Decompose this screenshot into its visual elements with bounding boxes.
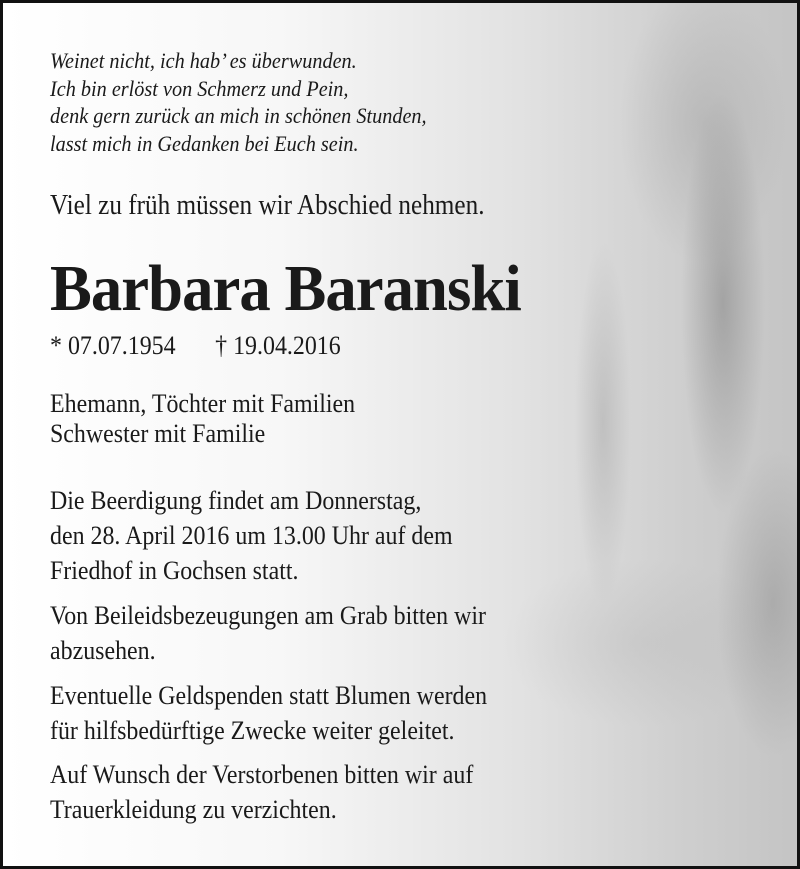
life-dates <box>50 331 341 361</box>
mourners <box>50 389 355 449</box>
funeral-info <box>50 483 453 588</box>
birth-date: * 07.07.1954 <box>50 331 176 360</box>
poem-line: Weinet nicht, ich hab’ es überwunden. <box>50 48 357 73</box>
poem-line: denk gern zurück an mich in schönen Stunden, <box>50 103 427 128</box>
deceased-name: Barbara Baranski <box>50 252 521 325</box>
poem <box>50 47 427 157</box>
paragraph-line: Trauerkleidung zu verzichten. <box>50 795 337 824</box>
paragraph-line: Von Beileidsbezeugungen am Grab bitten wir <box>50 601 486 630</box>
mourners-line: Ehemann, Töchter mit Familien <box>50 389 356 418</box>
lead-text: Viel zu früh müssen wir Abschied nehmen. <box>50 190 485 221</box>
poem-line: lasst mich in Gedanken bei Euch sein. <box>50 130 359 156</box>
condolence-note <box>50 598 486 668</box>
paragraph-line: den 28. April 2016 um 13.00 Uhr auf dem <box>50 521 453 550</box>
paragraph-line: für hilfsbedürftige Zwecke weiter geleitet. <box>50 716 455 745</box>
paragraph-line: Die Beerdigung findet am Donnerstag, <box>50 486 422 515</box>
mourners-line: Schwester mit Familie <box>50 419 266 448</box>
donation-note <box>50 678 487 748</box>
paragraph-line: abzusehen. <box>50 636 156 665</box>
paragraph-line: Eventuelle Geldspenden statt Blumen werden <box>50 681 488 710</box>
attire-note <box>50 757 473 827</box>
paragraph-line: Auf Wunsch der Verstorbenen bitten wir auf <box>50 760 474 789</box>
poem-line: Ich bin erlöst von Schmerz und Pein, <box>50 75 349 101</box>
death-date: † 19.04.2016 <box>215 331 341 360</box>
paragraph-line: Friedhof in Gochsen statt. <box>50 556 299 585</box>
